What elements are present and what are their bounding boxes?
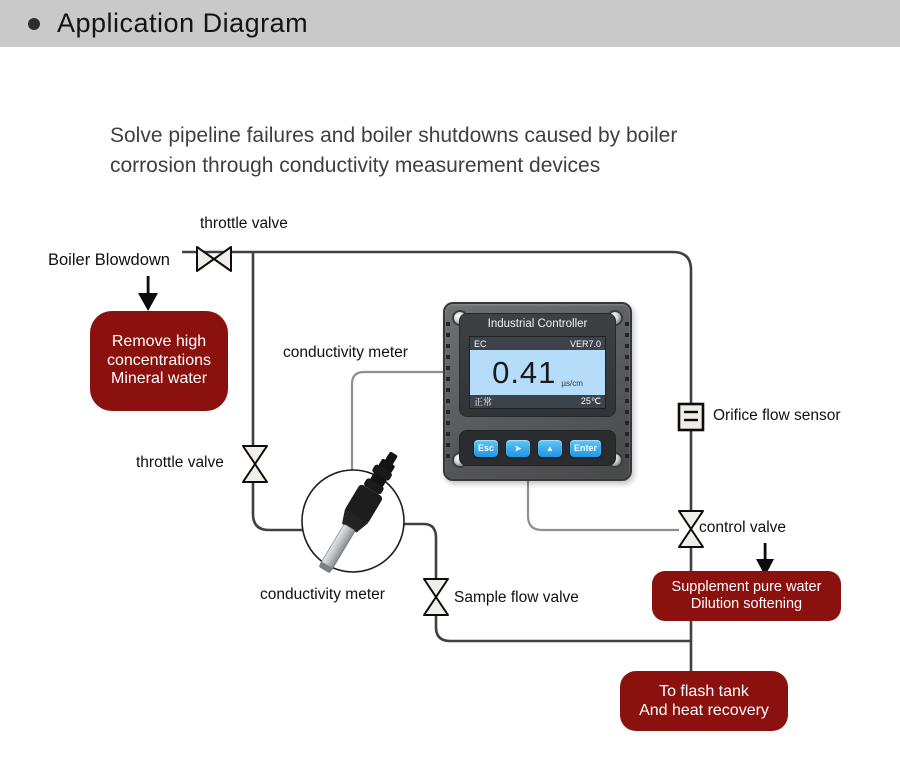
- lcd-display: [469, 336, 606, 409]
- wire-controller-to-control-valve: [528, 481, 679, 530]
- lcd-reading: [470, 350, 605, 395]
- supplement-box-line-1: Supplement pure water: [671, 578, 822, 595]
- remove-box-line-3: Mineral water: [110, 370, 208, 388]
- esc-button: Esc: [474, 440, 498, 457]
- throttle-valve-icon-top: [197, 247, 231, 271]
- label-control-valve: control valve: [699, 519, 787, 536]
- controller-title: Industrial Controller: [487, 318, 588, 330]
- enter-button: Enter: [570, 440, 601, 457]
- industrial-controller-device: [443, 302, 632, 481]
- label-sample-flow-valve: Sample flow valve: [454, 589, 579, 606]
- pipe-sample-valve-to-flash: [436, 615, 691, 641]
- controller-screen-panel: [459, 313, 616, 417]
- label-throttle-valve-left: throttle valve: [136, 454, 224, 471]
- controller-keypad: [459, 430, 616, 466]
- flash-box-line-2: And heat recovery: [639, 702, 769, 719]
- down-arrow-icon-blowdown: [138, 276, 158, 311]
- page-title: Application Diagram: [57, 8, 309, 38]
- intro-line-2: corrosion through conductivity measurement devices: [110, 154, 601, 177]
- label-boiler-blowdown: Boiler Blowdown: [48, 251, 170, 269]
- remove-mineral-water-box: [90, 311, 228, 411]
- remove-box-line-2: concentrations: [106, 351, 212, 369]
- up-arrow-button: ▲: [538, 440, 562, 457]
- lcd-temperature: 25℃: [580, 396, 601, 406]
- conductivity-probe: [302, 447, 406, 577]
- flash-box-line-1: To flash tank: [659, 683, 749, 700]
- flash-tank-box: [620, 671, 788, 731]
- label-conductivity-meter-top: conductivity meter: [283, 344, 408, 361]
- label-conductivity-meter-bottom: conductivity meter: [260, 586, 385, 603]
- lcd-status: 正常: [474, 397, 493, 407]
- lcd-top-bar: [470, 337, 605, 350]
- lcd-mode: EC: [474, 338, 487, 349]
- wire-controller-to-probe: [352, 372, 444, 470]
- lcd-bottom-bar: [470, 395, 605, 408]
- pipe-left-vertical: [253, 252, 303, 530]
- lcd-version: VER7.0: [569, 338, 601, 349]
- right-arrow-button: ➤: [506, 440, 530, 457]
- label-orifice-flow-sensor: Orifice flow sensor: [713, 407, 841, 424]
- intro-line-1: Solve pipeline failures and boiler shutdowns caused by boiler: [110, 124, 678, 147]
- remove-box-line-1: Remove high: [111, 333, 207, 351]
- lcd-unit: µs/cm: [561, 379, 583, 388]
- pipe-circle-to-sample-valve: [404, 524, 436, 579]
- throttle-valve-icon-left: [243, 446, 267, 482]
- orifice-flow-sensor-icon: [679, 404, 703, 430]
- label-throttle-valve-top: throttle valve: [200, 215, 288, 232]
- lcd-value: 0.41: [492, 354, 557, 390]
- sample-flow-valve-icon: [424, 579, 448, 615]
- supplement-box-line-2: Dilution softening: [690, 596, 803, 612]
- supplement-pure-water-box: [652, 571, 841, 621]
